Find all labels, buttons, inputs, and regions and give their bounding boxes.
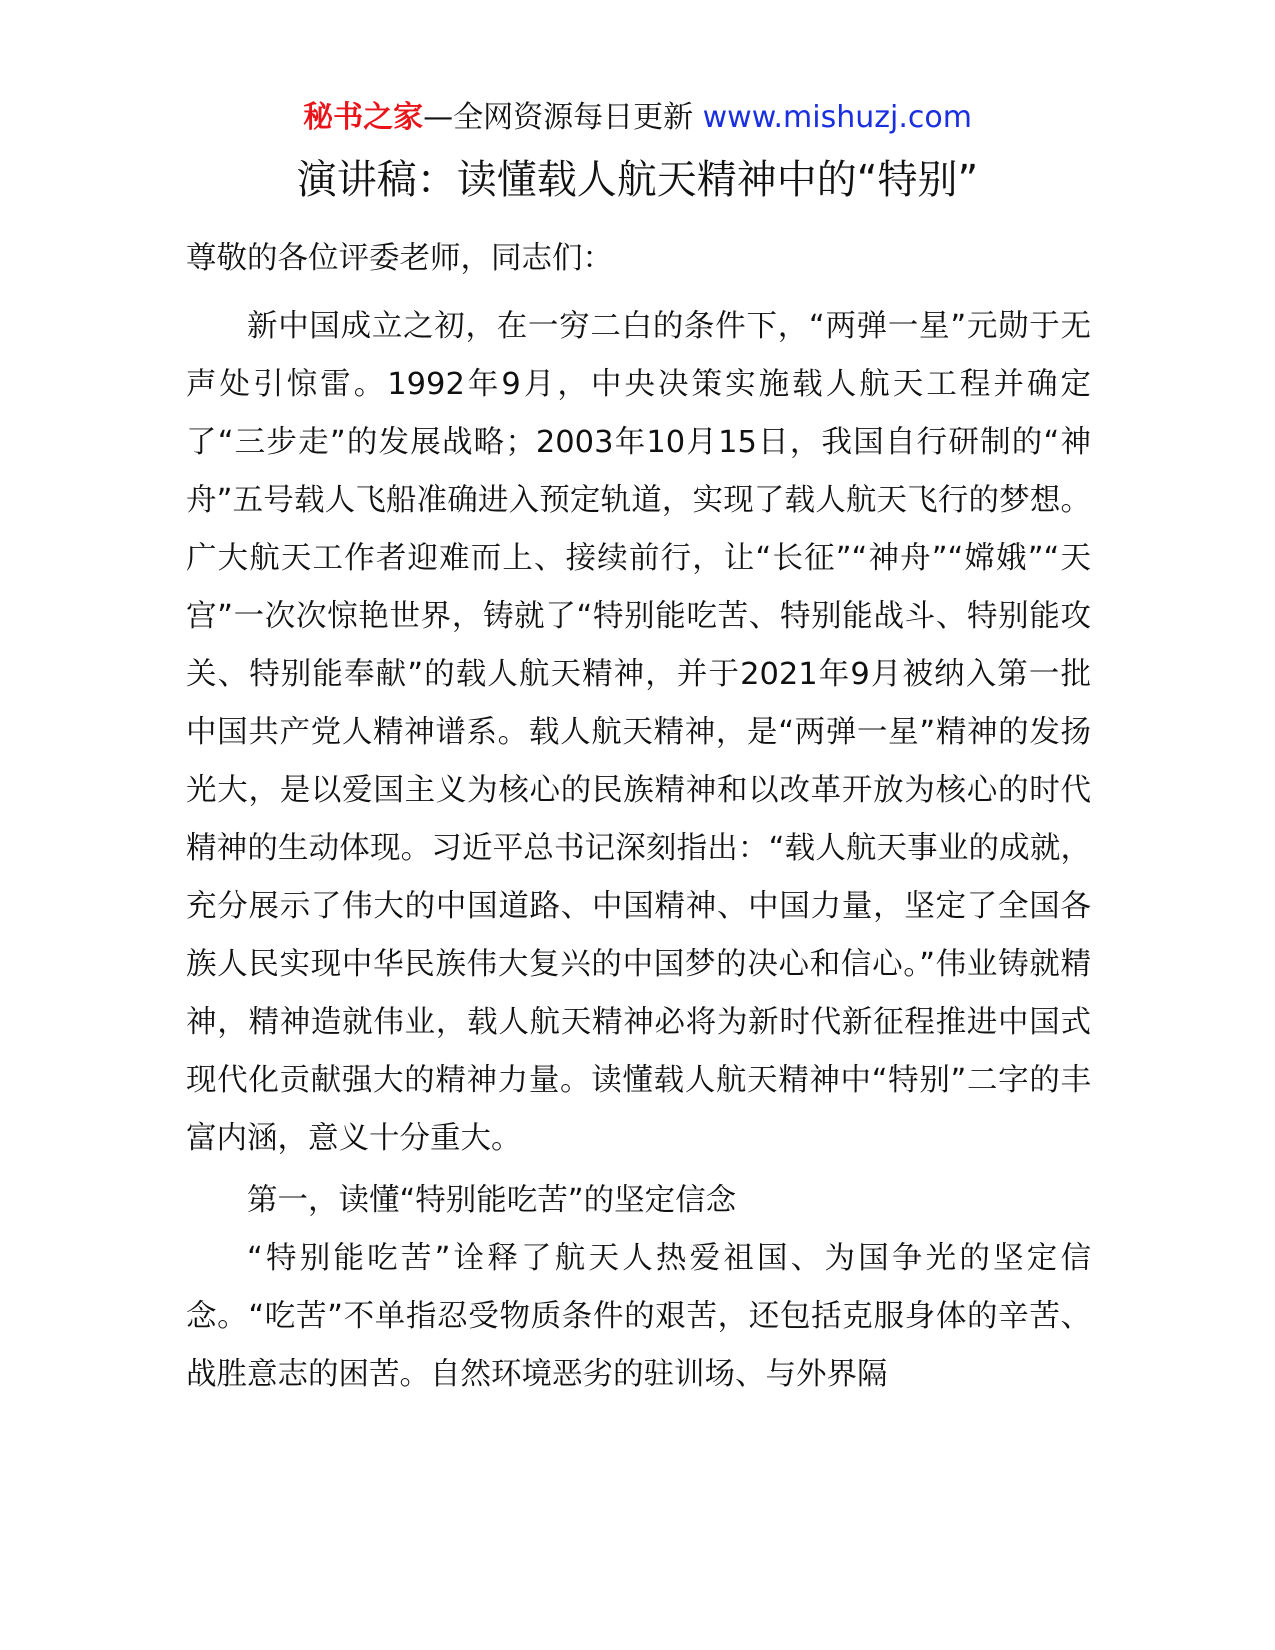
salutation: 尊敬的各位评委老师，同志们： bbox=[186, 241, 613, 276]
body-paragraph-intro: 新中国成立之初，在一穷二白的条件下，“两弹一星”元勋于无声处引惊雷。1992年9月，中央决策实施载人航天工程并确定了“三步走”的发展战略；2003年10月15日，我国自行研制的“神舟”五号载人飞船准确进入预定轨道，实现了载人航天飞行的梦想。广大航天工作者迎难而上、接续前行，让“长征”“神舟”“嫦娥”“天宫”一次次惊艳世界，铸就了“特别能吃苦、特别能战斗、特别能攻关、特别能奉献”的载人航天精神，并于2021年9月被纳入第一批中国共产党人精神谱系。载人航天精神，是“两弹一星”精神的发扬光大，是以爱国主义为核心的民族精神和以改革开放为核心的时代精神的生动体现。习近平总书记深刻指出：“载人航天事业的成就，充分展示了伟大的中国道路、中国精神、中国力量，坚定了全国各族人民实现中华民族伟大复兴的中国梦的决心和信心。”伟业铸就精神，精神造就伟业，载人航天精神必将为新时代新征程推进中国式现代化贡献强大的精神力量。读懂载人航天精神中“特别”二字的丰富内涵，意义十分重大。 bbox=[186, 309, 1091, 1156]
header-tagline: —全网资源每日更新 bbox=[423, 100, 703, 135]
section-heading-first: 第一，读懂“特别能吃苦”的坚定信念 bbox=[247, 1183, 737, 1218]
site-header bbox=[0, 98, 1275, 138]
site-url-link[interactable]: www.mishuzj.com bbox=[702, 100, 972, 135]
body-paragraph-hardship: “特别能吃苦”诠释了航天人热爱祖国、为国争光的坚定信念。“吃苦”不单指忍受物质条件的艰苦，还包括克服身体的辛苦、战胜意志的困苦。自然环境恶劣的驻训场、与外界隔 bbox=[186, 1241, 1091, 1392]
document-body bbox=[186, 228, 1091, 1404]
brand-name: 秘书之家 bbox=[303, 100, 424, 135]
document-title: 演讲稿：读懂载人航天精神中的“特别” bbox=[296, 157, 979, 203]
